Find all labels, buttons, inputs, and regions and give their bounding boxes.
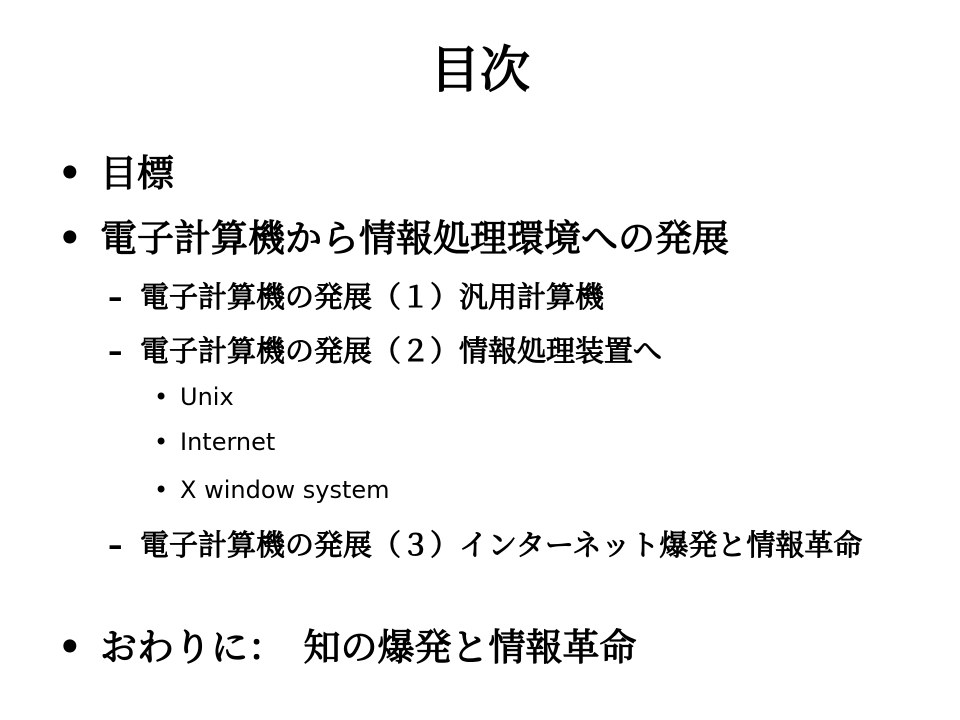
sub-item-general-purpose (108, 278, 605, 316)
slide-title: 目次 (430, 41, 530, 99)
bullet-text: 電子計算機から情報処理環境への発展 (100, 217, 729, 260)
sub-item-internet-explosion: 電子計算機の発展（３）インターネット爆発と情報革命 (140, 528, 863, 562)
dash-icon: – (108, 334, 123, 368)
bullet-item-conclusion (58, 626, 637, 670)
bullet-dot-icon: • (58, 152, 82, 195)
sub-sub-item-text: Unix (180, 383, 234, 411)
bullet-dot-icon: • (58, 217, 82, 260)
bullet-dot-icon: • (154, 383, 169, 411)
sub-sub-item-x-window (154, 475, 390, 505)
sub-sub-item-internet (154, 427, 276, 457)
sub-item-text: 電子計算機の発展（１）汎用計算機 (140, 280, 605, 314)
bullet-text: 目標 (100, 152, 174, 195)
bullet-dot-icon: • (154, 476, 169, 504)
bullet-dot-icon: • (58, 626, 82, 669)
bullet-dot-icon: • (154, 428, 169, 456)
bullet-item-development (58, 217, 729, 261)
dash-icon: – (108, 280, 123, 314)
sub-item-text: 電子計算機の発展（２）情報処理装置へ (140, 334, 663, 368)
sub-sub-item-text: X window system (180, 476, 390, 504)
bullet-text: おわりに： 知の爆発と情報革命 (100, 626, 637, 669)
sub-sub-item-text: Internet (180, 428, 276, 456)
sub-sub-item-unix (154, 382, 234, 412)
bullet-item-goal (58, 152, 174, 196)
dash-icon: – (108, 528, 123, 562)
sub-item-information-processing (108, 332, 663, 370)
